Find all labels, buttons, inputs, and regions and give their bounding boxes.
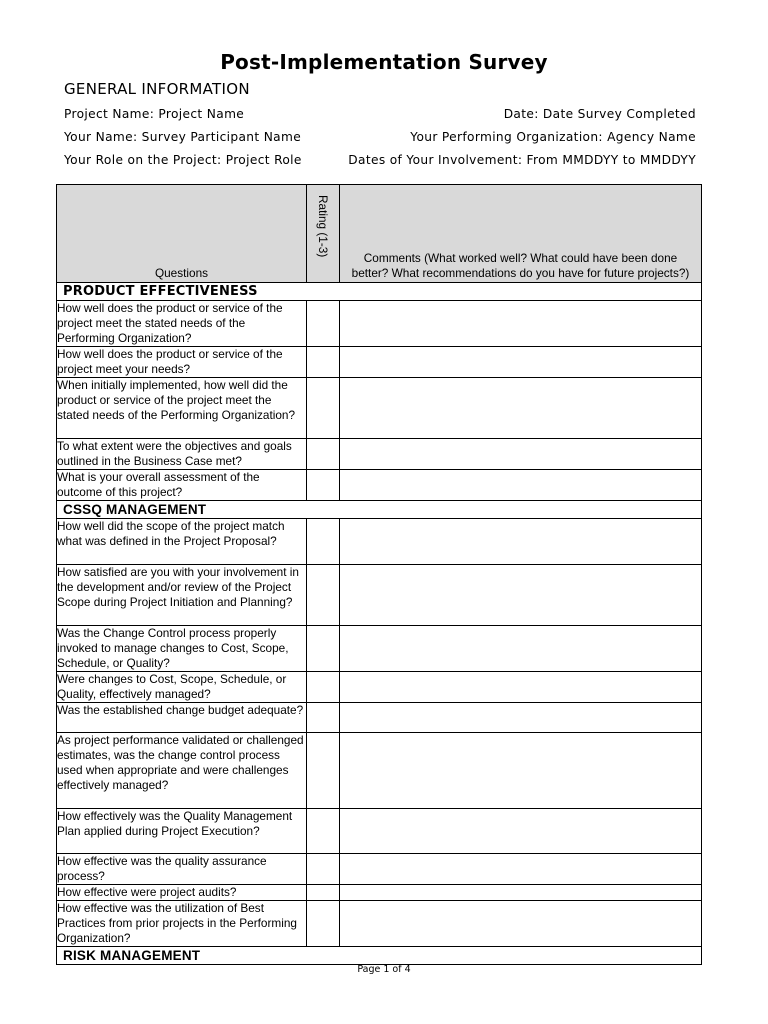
question-text: How effective was the utilization of Best Practices from prior projects in the Performing Organization? <box>57 901 307 947</box>
page-footer: Page 1 of 4 <box>357 964 411 975</box>
table-row <box>57 626 702 672</box>
question-text: How effectively was the Quality Management Plan applied during Project Execution? <box>57 809 307 854</box>
table-header-row <box>57 185 702 283</box>
rating-cell[interactable] <box>307 672 340 703</box>
question-text: Was the established change budget adequate? <box>57 703 307 733</box>
comments-cell[interactable] <box>340 347 702 378</box>
table-row <box>57 885 702 901</box>
comments-cell[interactable] <box>340 854 702 885</box>
table-row <box>57 703 702 733</box>
date-field: Date: Date Survey Completed <box>503 107 696 121</box>
question-text: How effective were project audits? <box>57 885 307 901</box>
rating-header: Rating (1-3) <box>316 195 330 258</box>
survey-table <box>56 184 702 965</box>
comments-cell[interactable] <box>340 519 702 565</box>
project-name-field: Project Name: Project Name <box>64 107 245 121</box>
performing-organization-field: Your Performing Organization: Agency Name <box>410 130 696 144</box>
table-row <box>57 565 702 626</box>
comments-cell[interactable] <box>340 301 702 347</box>
section-title-risk-management: RISK MANAGEMENT <box>57 947 702 965</box>
comments-cell[interactable] <box>340 672 702 703</box>
table-row <box>57 347 702 378</box>
document-title: Post-Implementation Survey <box>220 50 548 74</box>
comments-cell[interactable] <box>340 809 702 854</box>
section-row <box>57 501 702 519</box>
comments-cell[interactable] <box>340 626 702 672</box>
comments-cell[interactable] <box>340 901 702 947</box>
rating-cell[interactable] <box>307 565 340 626</box>
questions-header: Questions <box>154 266 209 280</box>
table-row <box>57 470 702 501</box>
question-text: How well does the product or service of the project meet your needs? <box>57 347 307 378</box>
rating-cell[interactable] <box>307 733 340 809</box>
question-text: As project performance validated or challenged estimates, was the change control process used when appropriate and were challenges effectively managed? <box>57 733 307 809</box>
rating-cell[interactable] <box>307 470 340 501</box>
table-row <box>57 733 702 809</box>
participant-name-field: Your Name: Survey Participant Name <box>64 130 302 144</box>
section-title-cssq-management: CSSQ MANAGEMENT <box>57 501 702 519</box>
table-row <box>57 519 702 565</box>
comments-cell[interactable] <box>340 885 702 901</box>
question-text: To what extent were the objectives and goals outlined in the Business Case met? <box>57 439 307 470</box>
comments-cell[interactable] <box>340 439 702 470</box>
table-row <box>57 809 702 854</box>
section-row <box>57 283 702 301</box>
involvement-dates-field: Dates of Your Involvement: From MMDDYY to MMDDYY <box>348 153 696 167</box>
question-text: Was the Change Control process properly invoked to manage changes to Cost, Scope, Schedule, or Quality? <box>57 626 307 672</box>
rating-header-cell <box>307 185 340 283</box>
questions-header-cell <box>57 185 307 283</box>
rating-cell[interactable] <box>307 378 340 439</box>
question-text: When initially implemented, how well did the product or service of the project meet the stated needs of the Performing Organization? <box>57 378 307 439</box>
table-row <box>57 672 702 703</box>
question-text: Were changes to Cost, Scope, Schedule, or Quality, effectively managed? <box>57 672 307 703</box>
rating-cell[interactable] <box>307 301 340 347</box>
rating-cell[interactable] <box>307 347 340 378</box>
question-text: How well does the product or service of the project meet the stated needs of the Performing Organization? <box>57 301 307 347</box>
table-row <box>57 439 702 470</box>
question-text: How well did the scope of the project match what was defined in the Project Proposal? <box>57 519 307 565</box>
rating-cell[interactable] <box>307 885 340 901</box>
general-information-heading: GENERAL INFORMATION <box>64 80 250 98</box>
comments-header-cell <box>340 185 702 283</box>
comments-header: Comments (What worked well? What could have been done better? What recommendations do you have for future projects?) <box>351 251 690 280</box>
table-row <box>57 378 702 439</box>
section-title-product-effectiveness: PRODUCT EFFECTIVENESS <box>57 283 702 301</box>
table-row <box>57 301 702 347</box>
question-text: What is your overall assessment of the outcome of this project? <box>57 470 307 501</box>
project-role-field: Your Role on the Project: Project Role <box>64 153 302 167</box>
comments-cell[interactable] <box>340 565 702 626</box>
comments-cell[interactable] <box>340 733 702 809</box>
rating-cell[interactable] <box>307 439 340 470</box>
question-text: How satisfied are you with your involvement in the development and/or review of the Project Scope during Project Initiation and Planning? <box>57 565 307 626</box>
rating-cell[interactable] <box>307 703 340 733</box>
comments-cell[interactable] <box>340 378 702 439</box>
rating-cell[interactable] <box>307 626 340 672</box>
comments-cell[interactable] <box>340 470 702 501</box>
rating-cell[interactable] <box>307 854 340 885</box>
table-row <box>57 854 702 885</box>
comments-cell[interactable] <box>340 703 702 733</box>
rating-cell[interactable] <box>307 901 340 947</box>
section-row <box>57 947 702 965</box>
rating-cell[interactable] <box>307 519 340 565</box>
rating-cell[interactable] <box>307 809 340 854</box>
table-row <box>57 901 702 947</box>
question-text: How effective was the quality assurance process? <box>57 854 307 885</box>
